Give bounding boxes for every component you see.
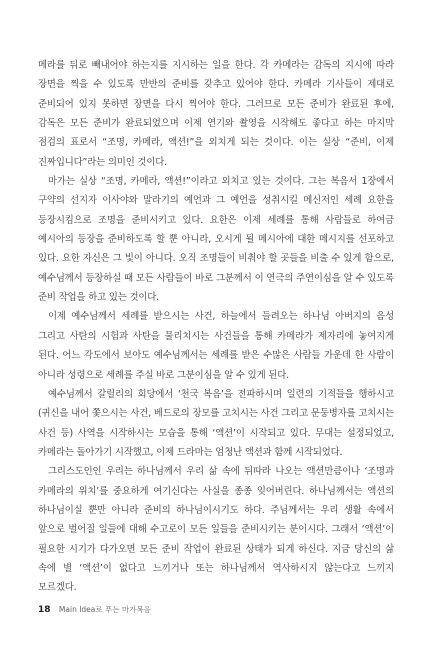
paragraph-4: 예수님께서 갈릴리의 회당에서 ‘천국 복음’을 전파하시며 일련의 기적들을 행하시고 (귀신을 내어 쫓으시는 사건, 베드로의 장모를 고치시는 사건 그리고 문둥병자를 고치시는 사건 등) 사역을 시작하시는 모습을 통해 ‘액션’이 시작되고 있다. 무대는 설정되었고, 카메라는 돌아가기 시작했고, 이제 드라마는 엄청난 액션과 함께 시작되었다.	[38, 388, 394, 458]
running-title: Main Idea로 푸는 마가복음	[58, 605, 151, 614]
paragraph-3: 이제 예수님께서 세례를 받으시는 사건, 하늘에서 들려오는 하나님 아버지의 음성 그리고 사탄의 시험과 사탄을 물리치시는 사건들을 통해 카메라가 제자리에 놓여지게 된다. 어느 각도에서 보아도 예수님께서는 세례를 받은 수많은 사람들 가운데 한 사람이 아니라 성령으로 세례를 주실 바로 그분이심을 알 수 있게 된다.	[38, 311, 394, 381]
page-footer	[38, 604, 151, 615]
paragraph-5: 그리스도인인 우리는 하나님께서 우리 삶 속에 뒤따라 나오는 액션만큼이나 ‘조명과 카메라의 위치’를 중요하게 여기신다는 사실을 종종 잊어버린다. 하나님께서는 액션의 하나님이실 뿐만 아니라 준비의 하나님이시기도 하다. 주님께서는 우리 생활 속에서 앞으로 벌어질 일들에 대해 수고로이 모든 일들을 준비시키는 분이시다. 그래서 ‘액션’이 필요한 시기가 다가오면 모든 준비 작업이 완료된 상태가 되게 하신다. 지금 당신의 삶 속에 별 ‘액션’이 없다고 느끼거나 또는 하나님께서 역사하시지 않는다고 느끼지 모르겠다.	[38, 466, 394, 594]
paragraph-2: 마가는 실상 “조명, 카메라, 액션!”이라고 외치고 있는 것이다. 그는 복음서 1장에서 구약의 선지자 이사야와 말라기의 예언과 그 예언을 성취시킬 메신저인 세례 요한을 등장시킴으로 조명을 준비시키고 있다. 요한은 이제 세례를 통해 사람들로 하여금 예시아의 등장을 준비하도록 할 뿐 아니라, 오시게 될 메시아에 대한 메시지를 선포하고 있다. 요한 자신은 그 빛이 아니다. 오직 조명들이 비춰야 할 곳들을 비출 수 있게 함으로, 예수님께서 등장하실 때 모든 사람들이 바로 그분께서 이 연극의 주연이심을 알 수 있도록 준비 작업을 하고 있는 것이다.	[38, 176, 394, 304]
paragraph-1: 메라를 뒤로 빼내어야 하는지를 지시하는 일을 한다. 각 카메라는 감독의 지시에 따라 장면을 찍을 수 있도록 만반의 준비를 갖추고 있어야 한다. 카메라 기사들이 제대로 준비되어 있지 못하면 장면을 다시 찍어야 한다. 그러므로 모든 준비가 완료된 후에, 감독은 모든 준비가 완료되었으며 이제 연기와 촬영을 시작해도 좋다고 하는 마지막 점검의 표로서 “조명, 카메라, 액션!”을 외치게 되는 것이다. 이는 실상 “준비, 이제 진짜입니다”라는 의미인 것이다.	[38, 60, 394, 168]
page-number: 18	[38, 605, 51, 615]
body-text	[38, 56, 394, 598]
